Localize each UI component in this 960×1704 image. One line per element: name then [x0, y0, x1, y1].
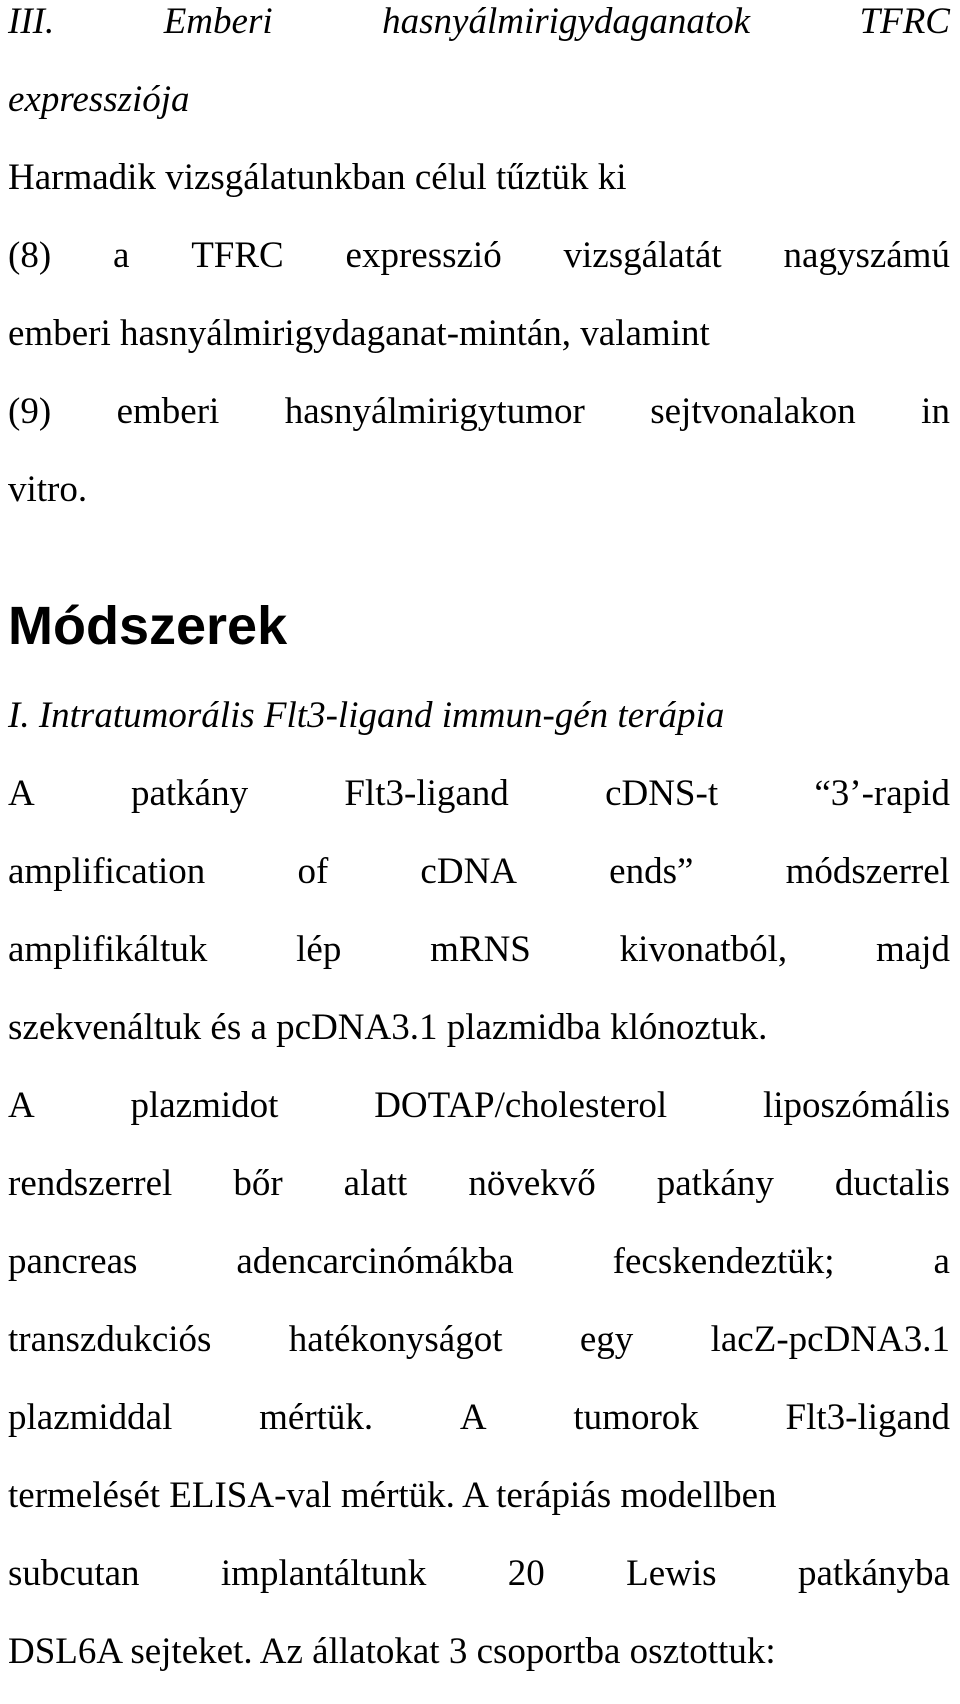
paragraph-line — [8, 846, 950, 924]
paragraph-line — [8, 152, 950, 230]
word: transzdukciós — [8, 1319, 212, 1360]
word: TFRC — [191, 235, 284, 276]
word: patkányba — [797, 1553, 950, 1594]
section-title-line-1 — [8, 0, 950, 74]
text-run: termelését ELISA-val mértük. A terápiás modellben — [8, 1475, 777, 1516]
paragraph-line — [8, 1626, 950, 1704]
paragraph-line — [8, 1392, 950, 1470]
paragraph-line — [8, 464, 950, 542]
paragraph-line — [8, 230, 950, 308]
word: expresszió — [345, 235, 502, 276]
word: patkány — [130, 773, 249, 814]
paragraph-line — [8, 1002, 950, 1080]
word: vizsgálatát — [563, 235, 722, 276]
word: “3’-rapid — [814, 773, 950, 814]
paragraph-line — [8, 1158, 950, 1236]
word: subcutan — [8, 1553, 140, 1594]
title-word: hasnyálmirigydaganatok — [382, 1, 751, 42]
word: A — [8, 773, 35, 814]
title-word: III. — [8, 1, 55, 42]
word: Flt3-ligand — [785, 1397, 950, 1438]
paragraph-line — [8, 308, 950, 386]
word: fecskendeztük; — [612, 1241, 835, 1282]
word: amplifikáltuk — [8, 929, 208, 970]
word: ductalis — [834, 1163, 950, 1204]
text-run: Harmadik vizsgálatunkban célul tűztük ki — [8, 157, 627, 198]
methods-heading: Módszerek — [8, 596, 288, 656]
word: mértük. — [259, 1397, 374, 1438]
word: (8) — [8, 235, 52, 276]
paragraph-line — [8, 768, 950, 846]
word: patkány — [656, 1163, 774, 1204]
word: hatékonyságot — [288, 1319, 503, 1360]
paragraph-line — [8, 1080, 950, 1158]
word: egy — [579, 1319, 634, 1360]
word: cDNA — [420, 851, 518, 892]
word: módszerrel — [785, 851, 950, 892]
word: sejtvonalakon — [650, 391, 856, 432]
word: A — [459, 1397, 487, 1438]
word: plazmidot — [130, 1085, 279, 1126]
word: növekvő — [468, 1163, 596, 1204]
word: bőr — [233, 1163, 283, 1204]
word: DOTAP/cholesterol — [374, 1085, 668, 1126]
title-word: TFRC — [859, 1, 950, 42]
word: pancreas — [8, 1241, 138, 1282]
word: emberi — [116, 391, 220, 432]
word: Lewis — [626, 1553, 717, 1594]
paragraph-line — [8, 924, 950, 1002]
paragraph-line — [8, 386, 950, 464]
text-run: emberi hasnyálmirigydaganat-mintán, valamint — [8, 313, 710, 354]
word: nagyszámú — [783, 235, 950, 276]
word: lacZ-pcDNA3.1 — [710, 1319, 950, 1360]
section-title-line-2: expressziója — [8, 79, 190, 120]
word: lép — [296, 929, 342, 970]
word: A — [8, 1085, 35, 1126]
paragraph-line — [8, 1314, 950, 1392]
word: of — [297, 851, 329, 892]
text-run: vitro. — [8, 469, 88, 510]
word: adencarcinómákba — [236, 1241, 514, 1282]
paragraph-line — [8, 1236, 950, 1314]
word: alatt — [343, 1163, 408, 1204]
word: implantáltunk — [220, 1553, 427, 1594]
word: liposzómális — [762, 1085, 950, 1126]
word: a — [933, 1241, 950, 1282]
paragraph-line — [8, 1470, 950, 1548]
document-page — [8, 0, 950, 1704]
methods-subtitle: I. Intratumorális Flt3-ligand immun-gén terápia — [8, 695, 725, 736]
word: majd — [875, 929, 950, 970]
word: hasnyálmirigytumor — [284, 391, 585, 432]
word: kivonatból, — [619, 929, 788, 970]
word: (9) — [8, 391, 52, 432]
word: plazmiddal — [8, 1397, 173, 1438]
word: tumorok — [573, 1397, 699, 1438]
title-word: Emberi — [163, 1, 273, 42]
text-run: szekvenáltuk és a pcDNA3.1 plazmidba klónoztuk. — [8, 1007, 768, 1048]
word: cDNS-t — [605, 773, 719, 814]
word: 20 — [507, 1553, 545, 1594]
word: mRNS — [430, 929, 531, 970]
text-run: DSL6A sejteket. Az állatokat 3 csoportba osztottuk: — [8, 1631, 776, 1672]
word: ends” — [609, 851, 694, 892]
word: Flt3-ligand — [344, 773, 509, 814]
word: amplification — [8, 851, 206, 892]
word: a — [112, 235, 130, 276]
word: rendszerrel — [8, 1163, 173, 1204]
word: in — [921, 391, 950, 432]
paragraph-line — [8, 1548, 950, 1626]
